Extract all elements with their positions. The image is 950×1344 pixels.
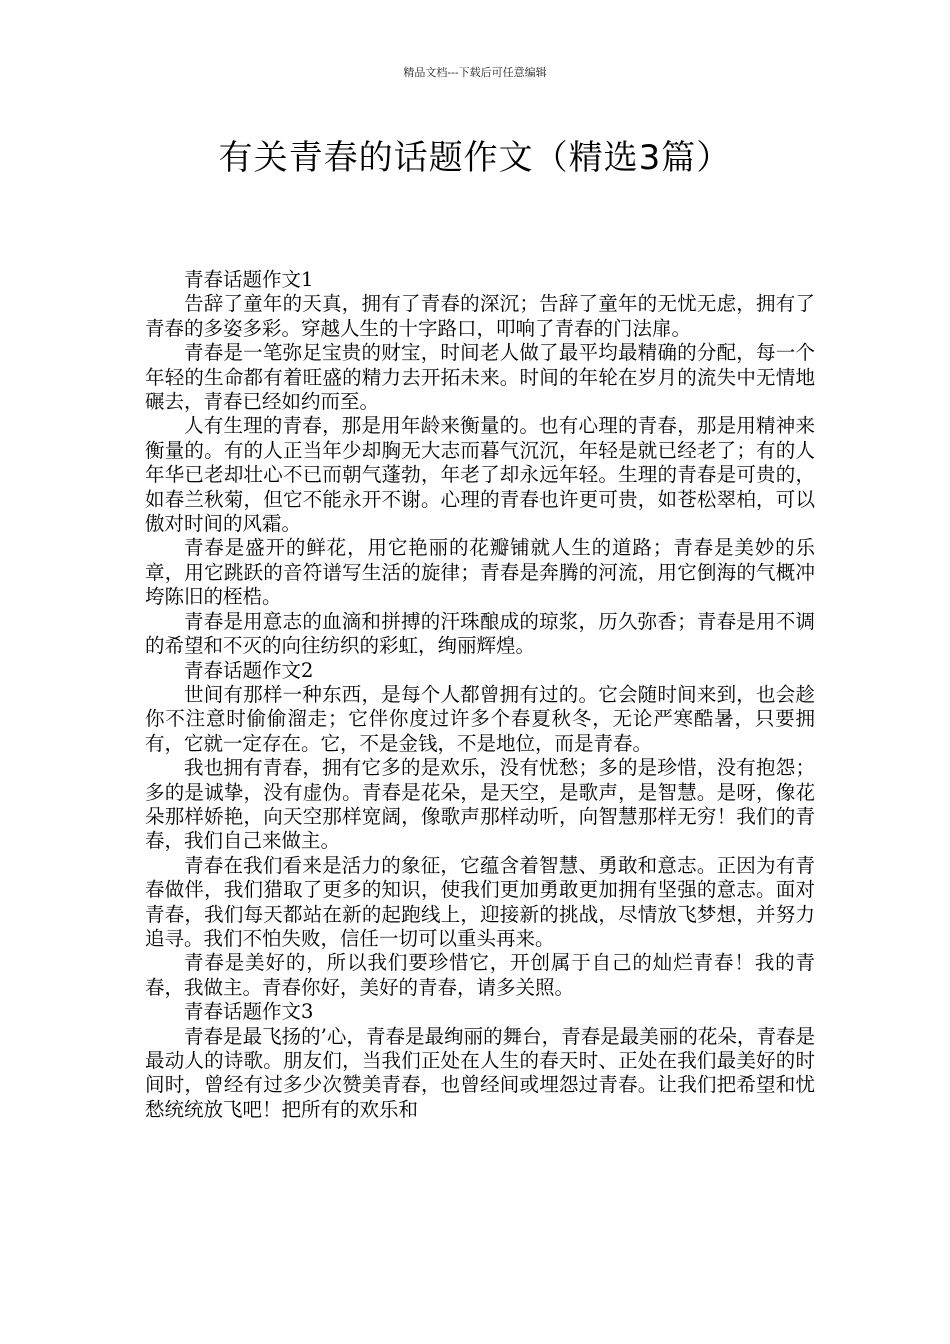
paragraph: 青春是盛开的鲜花，用它艳丽的花瓣铺就人生的道路；青春是美妙的乐章，用它跳跃的音符谱写生活的旋律；青春是奔腾的河流，用它倒海的气概冲垮陈旧的桎梏。 <box>145 536 815 609</box>
section-heading: 青春话题作文3 <box>184 1000 314 1024</box>
paragraph: 我也拥有青春，拥有它多的是欢乐，没有忧愁；多的是珍惜，没有抱怨；多的是诚挚，没有虚伪。青春是花朵，是天空，是歌声，是智慧。是呀，像花朵那样娇艳，向天空那样宽阔，像歌声那样动听，向智慧那样无穷！我们的青春，我们自己来做主。 <box>145 756 815 853</box>
document-body <box>145 268 815 1122</box>
paragraph: 人有生理的青春，那是用年龄来衡量的。也有心理的青春，那是用精神来衡量的。有的人正当年少却胸无大志而暮气沉沉，年轻是就已经老了；有的人年华已老却壮心不已而朝气蓬勃，年老了却永远年轻。生理的青春是可贵的，如春兰秋菊，但它不能永开不谢。心理的青春也许更可贵，如苍松翠柏，可以傲对时间的风霜。 <box>145 414 815 536</box>
paragraph: 青春是最飞扬的’心，青春是最绚丽的舞台，青春是最美丽的花朵，青春是最动人的诗歌。朋友们，当我们正处在人生的春天时、正处在我们最美好的时间时，曾经有过多少次赞美青春，也曾经间或埋怨过青春。让我们把希望和忧愁统统放飞吧！把所有的欢乐和 <box>145 1024 815 1121</box>
paragraph: 告辞了童年的天真，拥有了青春的深沉；告辞了童年的无忧无虑，拥有了青春的多姿多彩。穿越人生的十字路口，叩响了青春的门法扉。 <box>145 292 815 340</box>
essay-section-1 <box>145 268 815 659</box>
paragraph: 青春是用意志的血滴和拼搏的汗珠酿成的琼浆，历久弥香；青春是用不调的希望和不灭的向往纺织的彩虹，绚丽辉煌。 <box>145 609 815 658</box>
document-title: 有关青春的话题作文（精选3篇） <box>218 138 732 178</box>
paragraph: 青春是美好的，所以我们要珍惜它，开创属于自己的灿烂青春！我的青春，我做主。青春你好，美好的青春，请多关照。 <box>145 951 815 999</box>
paragraph: 青春在我们看来是活力的象征，它蕴含着智慧、勇敢和意志。正因为有青春做伴，我们猎取了更多的知识，使我们更加勇敢更加拥有坚强的意志。面对青春，我们每天都站在新的起跑线上，迎接新的挑战，尽情放飞梦想，并努力追寻。我们不怕失败，信任一切可以重头再来。 <box>145 853 815 950</box>
essay-section-3 <box>145 1000 815 1122</box>
section-heading: 青春话题作文2 <box>184 658 314 682</box>
header-note: 精品文档---下载后可任意编辑 <box>403 66 547 79</box>
paragraph: 世间有那样一种东西，是每个人都曾拥有过的。它会随时间来到，也会趁你不注意时偷偷溜走；它伴你度过许多个春夏秋冬，无论严寒酷暑，只要拥有，它就一定存在。它，不是金钱，不是地位，而是青春。 <box>145 682 815 755</box>
paragraph: 青春是一笔弥足宝贵的财宝，时间老人做了最平均最精确的分配，每一个年轻的生命都有着旺盛的精力去开拓未来。时间的年轮在岁月的流失中无情地碾去，青春已经如约而至。 <box>145 341 815 414</box>
section-heading: 青春话题作文1 <box>184 268 314 291</box>
essay-section-2 <box>145 659 815 1001</box>
